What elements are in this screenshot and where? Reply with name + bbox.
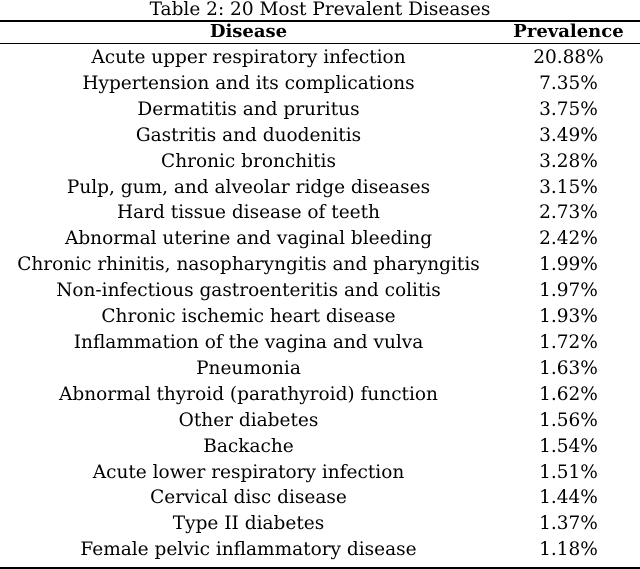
disease-cell: Acute upper respiratory infection [91,47,406,68]
disease-cell: Backache [203,435,294,457]
disease-cell: Cervical disc disease [150,487,347,509]
prevalence-cell: 1.99% [539,254,598,276]
prevalence-cell: 1.37% [539,513,598,535]
disease-cell: Pulp, gum, and alveolar ridge diseases [66,176,431,198]
disease-cell: Chronic ischemic heart disease [101,306,396,328]
table-row [0,149,640,175]
table-row [0,278,640,304]
prevalence-cell: 20.88% [533,47,604,68]
disease-cell: Chronic rhinitis, nasopharyngitis and pharyngitis [17,254,480,276]
prevalence-cell: 3.75% [539,98,598,120]
prevalence-column-header: Prevalence [513,21,624,42]
disease-cell: Pneumonia [196,357,301,379]
table-row [0,226,640,252]
prevalence-cell: 2.73% [539,202,598,224]
prevalence-cell: 1.54% [539,435,598,457]
table-row [0,434,640,460]
disease-cell: Chronic bronchitis [161,150,336,172]
disease-column-header: Disease [209,21,288,42]
disease-cell: Dermatitis and pruritus [137,98,360,120]
prevalence-cell: 3.15% [539,176,598,198]
table-row [0,485,640,511]
table-row [0,304,640,330]
table-row [0,408,640,434]
disease-cell: Other diabetes [178,409,319,431]
prevalence-cell: 1.97% [539,280,598,302]
prevalence-table [0,21,640,563]
header-row [0,21,640,43]
table-row [0,97,640,123]
prevalence-cell: 1.72% [539,331,598,353]
disease-cell: Inflammation of the vagina and vulva [73,331,424,353]
prevalence-cell: 1.93% [539,306,598,328]
prevalence-cell: 1.51% [539,461,598,483]
prevalence-cell: 3.28% [539,150,598,172]
prevalence-cell: 1.18% [539,539,598,561]
prevalence-cell: 1.63% [539,357,598,379]
table-row [0,330,640,356]
table-row [0,175,640,201]
disease-cell: Non-infectious gastroenteritis and colitis [56,280,441,302]
prevalence-cell: 1.44% [539,487,598,509]
table-row [0,356,640,382]
prevalence-cell: 1.62% [539,383,598,405]
disease-cell: Hypertension and its complications [82,72,415,94]
prevalence-cell: 7.35% [539,72,598,94]
table-row [0,537,640,563]
disease-cell: Female pelvic inflammatory disease [80,539,417,561]
table-row [0,45,640,71]
disease-cell: Hard tissue disease of teeth [117,202,380,224]
table-row [0,382,640,408]
table-row [0,460,640,486]
table-row [0,123,640,149]
prevalence-cell: 3.49% [539,124,598,146]
table-row [0,200,640,226]
disease-cell: Abnormal uterine and vaginal bleeding [64,228,433,250]
disease-cell: Gastritis and duodenitis [135,124,362,146]
disease-cell: Abnormal thyroid (parathyroid) function [59,383,438,405]
table-row [0,71,640,97]
prevalence-cell: 2.42% [539,228,598,250]
prevalence-cell: 1.56% [539,409,598,431]
disease-cell: Type II diabetes [172,513,325,535]
table-row [0,252,640,278]
table-caption: Table 2: 20 Most Prevalent Diseases [149,0,491,20]
table-row [0,511,640,537]
disease-cell: Acute lower respiratory infection [92,461,405,483]
